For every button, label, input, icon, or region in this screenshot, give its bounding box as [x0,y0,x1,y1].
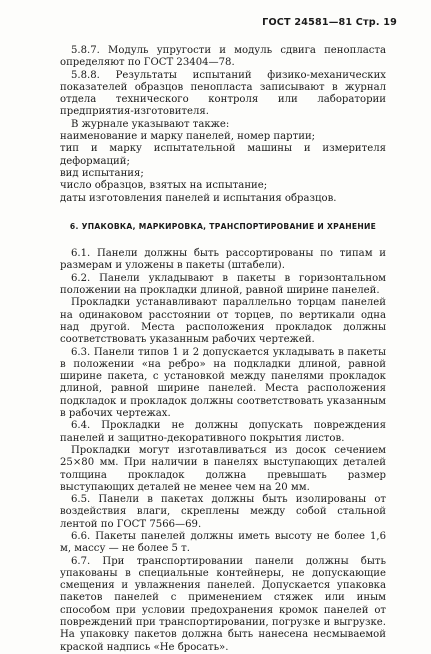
section-title: 6. УПАКОВКА, МАРКИРОВКА, ТРАНСПОРТИРОВАНИЕ И ХРАНЕНИЕ [69,221,377,231]
journal-item: число образцов, взятых на испытание; [60,180,268,192]
paragraph-6-3: 6.3. Панели типов 1 и 2 допускается укладывать в пакеты в положении «на ребро» на подкладки длиной, равной ширине пакета, с установкой между панелями прокладок длиной, равной ширине панелей. Места расположения подкладок и прокладок должны соответствовать указанным в рабочих чертежах. [60,346,386,420]
journal-item: наименование и марку панелей, номер партии; [60,131,316,143]
paragraph-5-8-7: 5.8.7. Модуль упругости и модуль сдвига пенопласта определяют по ГОСТ 23404—78. [60,45,386,69]
paragraph-spacers: Прокладки устанавливают параллельно торцам панелей на одинаковом расстоянии от торцев, по вертикали одна над другой. Места расположения прокладок должны соответствовать указанным рабочих чертежей. [60,297,386,346]
paragraph-6-2: 6.2. Панели укладывают в пакеты в горизонтальном положении на прокладки длиной, равной ширине панелей. [60,272,386,297]
paragraph-6-4: 6.4. Прокладки не должны допускать повреждения панелей и защитно-декоративного покрытия листов. [60,420,386,444]
page-header: ГОСТ 24581—81 Стр. 19 [262,17,397,28]
journal-item: вид испытания; [60,167,144,179]
paragraph-spacer-boards: Прокладки могут изготавливаться из досок сечением 25×80 мм. При наличии в панелях выступающих деталей толщина прокладок должна превышать размер выступающих деталей не менее чем на 20 мм. [60,444,386,493]
journal-item: тип и марку испытательной машины и измерителя деформаций; [60,143,386,167]
journal-intro: В журнале указывают также: [71,118,230,130]
paragraph-5-8-8: 5.8.8. Результаты испытаний физико-механических показателей образцов пенопласта записывают в журнал отдела технического контроля или лаборатории предприятия-изготовителя. [60,69,386,118]
paragraph-6-6: 6.6. Пакеты панелей должны иметь высоту не более 1,6 м, массу — не более 5 т. [60,530,386,555]
paragraph-6-7: 6.7. При транспортировании панели должны быть упакованы в специальные контейнеры, не допускающие смещения и увлажнения панелей. Допускается упаковка пакетов панелей с применением стяжек или иным способом при условии предохранения кромок панелей от повреждений при транспортировании, погрузке и выгрузке. На упаковку пакетов должна быть нанесена несмываемой краской надпись «Не бросать». [60,555,386,653]
paragraph-6-5: 6.5. Панели в пакетах должны быть изолированы от воздействия влаги, скреплены между собой стальной лентой по ГОСТ 7566—69. [60,494,386,530]
journal-item: даты изготовления панелей и испытания образцов. [60,192,337,204]
page-body [60,45,386,654]
paragraph-6-1: 6.1. Панели должны быть рассортированы по типам и размерам и уложены в пакеты (штабели). [60,248,386,272]
